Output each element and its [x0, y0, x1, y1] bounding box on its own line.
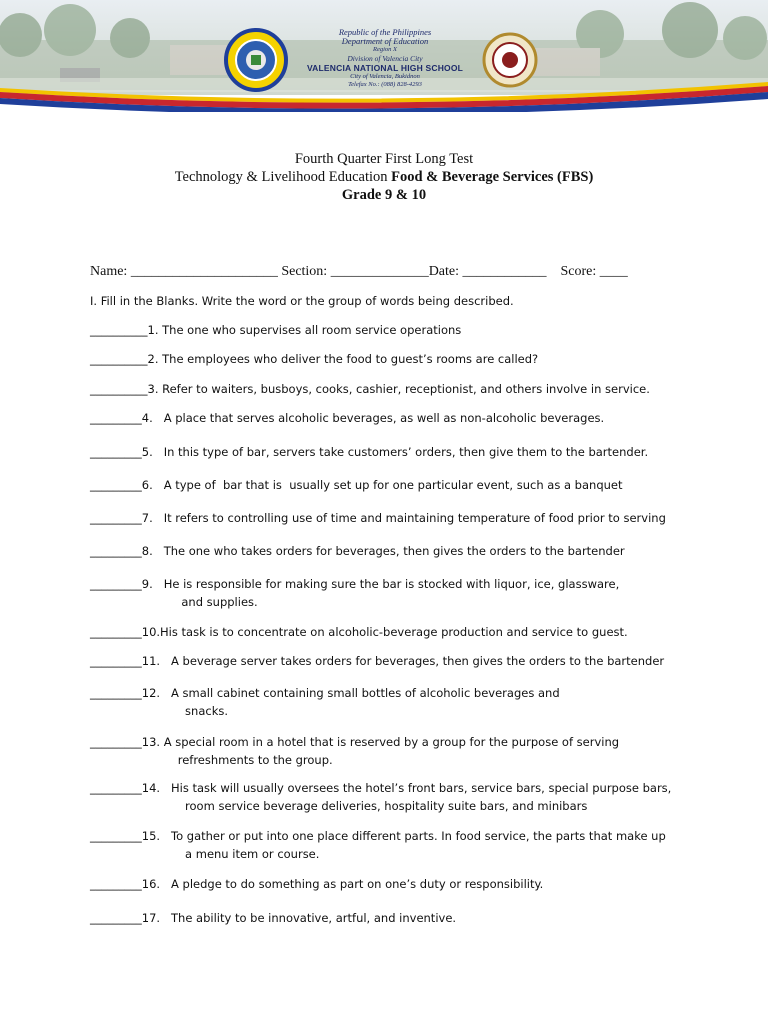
question-text: _________4. A place that serves alcoholic beverages, as well as non-alcoholic beverages.: [90, 411, 605, 425]
question-text: _________5. In this type of bar, servers take customers’ orders, then give them to the bartender.: [90, 445, 649, 459]
deped-seal-icon: [484, 34, 536, 86]
grade-level: Grade 9 & 10: [341, 187, 427, 203]
question-text: _________9. He is responsible for making sure the bar is stocked with liquor, ice, glassware,: [90, 577, 620, 591]
section-heading: I. Fill in the Blanks. Write the word or the group of words being described.: [90, 294, 514, 308]
subject-bold: Food & Beverage Services (FBS): [391, 169, 594, 185]
question-text: __________2. The employees who deliver the food to guest’s rooms are called?: [90, 352, 539, 366]
question-text: __________1. The one who supervises all room service operations: [90, 323, 462, 337]
question-item: [90, 875, 543, 893]
question-continuation: refreshments to the group.: [90, 753, 333, 767]
letterhead-region: Region X: [372, 46, 397, 53]
question-item: [90, 542, 625, 560]
question-text: _________15. To gather or put into one place different parts. In food service, the parts that make up: [90, 829, 666, 843]
question-item: [90, 350, 538, 368]
question-text: _________13. A special room in a hotel that is reserved by a group for the purpose of serving: [90, 735, 620, 749]
question-continuation: room service beverage deliveries, hospitality suite bars, and minibars: [90, 799, 588, 813]
question-text: _________16. A pledge to do something as part on one’s duty or responsibility.: [90, 877, 544, 891]
question-item: [90, 827, 666, 863]
letterhead-division: Division of Valencia City: [347, 54, 423, 63]
question-text: _________10.His task is to concentrate on alcoholic-beverage production and service to guest.: [90, 625, 628, 639]
letterhead-department: Department of Education: [341, 36, 429, 46]
question-text: _________11. A beverage server takes orders for beverages, then gives the orders to the bartender: [90, 654, 665, 668]
student-info-row: Name: _____________________ Section: ______________Date: ____________ Score: ____: [90, 264, 628, 279]
subject-line: [0, 168, 768, 186]
question-item: [90, 909, 456, 927]
letterhead-address: City of Valencia, Bukidnon: [350, 73, 420, 80]
question-continuation: snacks.: [90, 704, 228, 718]
school-seal-icon: [226, 30, 286, 90]
question-text: _________14. His task will usually oversees the hotel’s front bars, service bars, special purpose bars,: [90, 781, 672, 795]
letterhead-telefax: Telefax No.: (088) 828-4293: [348, 81, 422, 88]
letterhead-banner: [0, 0, 768, 112]
letterhead-text: [300, 28, 470, 89]
question-text: __________3. Refer to waiters, busboys, cooks, cashier, receptionist, and others involve in service.: [90, 382, 650, 396]
question-item: [90, 779, 671, 815]
question-item: [90, 380, 650, 398]
question-text: _________6. A type of bar that is usually set up for one particular event, such as a banquet: [90, 478, 623, 492]
letterhead-republic: Republic of the Philippines: [338, 27, 432, 37]
question-item: [90, 321, 461, 339]
subject-plain: Technology & Livelihood Education: [174, 169, 392, 185]
test-title: Fourth Quarter First Long Test: [294, 151, 474, 167]
letterhead-school-name: VALENCIA NATIONAL HIGH SCHOOL: [306, 63, 464, 73]
question-item: [90, 443, 648, 461]
question-item: [90, 575, 619, 611]
question-text: _________17. The ability to be innovative, artful, and inventive.: [90, 911, 457, 925]
question-continuation: and supplies.: [90, 595, 258, 609]
question-continuation: a menu item or course.: [90, 847, 320, 861]
question-item: [90, 733, 619, 769]
question-item: [90, 684, 560, 720]
question-item: [90, 623, 628, 641]
question-text: _________12. A small cabinet containing small bottles of alcoholic beverages and: [90, 686, 560, 700]
question-item: [90, 409, 604, 427]
question-text: _________8. The one who takes orders for beverages, then gives the orders to the bartender: [90, 544, 625, 558]
question-text: _________7. It refers to controlling use of time and maintaining temperature of food prior to serving: [90, 511, 666, 525]
question-item: [90, 652, 664, 670]
question-item: [90, 476, 623, 494]
test-title-block: [0, 150, 768, 204]
question-item: [90, 509, 666, 527]
